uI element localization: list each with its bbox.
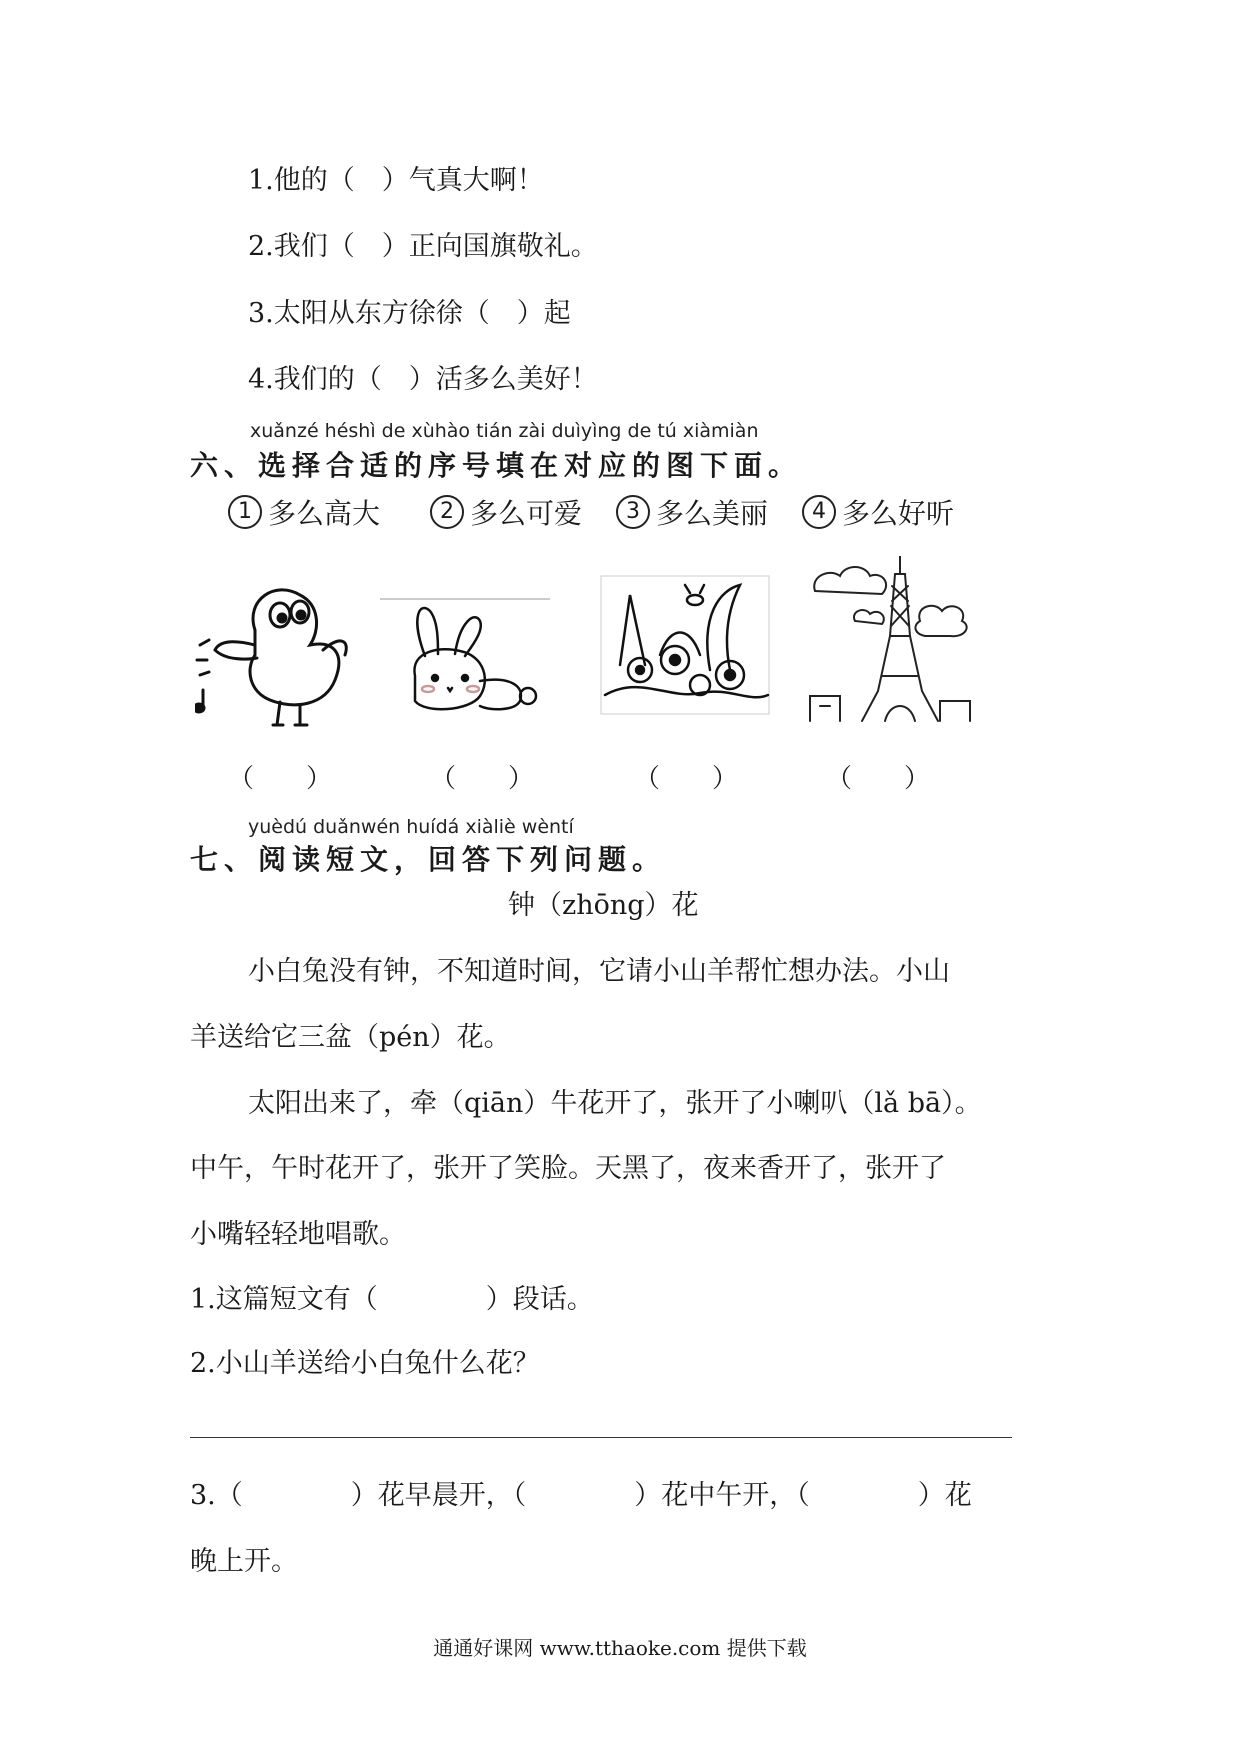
story-paragraph1-line2: 羊送给它三盆（pén）花。 [190, 1022, 511, 1053]
option-3 [616, 492, 768, 532]
option-number: 4 [802, 495, 836, 529]
fill-item-3: 3.太阳从东方徐徐（ ）起 [248, 298, 571, 329]
story-paragraph2-line3: 小嘴轻轻地唱歌。 [190, 1219, 406, 1250]
flowers-bee-icon [600, 575, 770, 715]
option-text: 多么好听 [842, 497, 955, 530]
footer: 通通好课网 www.tthaoke.com 提供下载 [433, 1636, 807, 1660]
story-paragraph2-line2: 中午，午时花开了，张开了笑脸。天黑了，夜来香开了，张开了 [190, 1153, 946, 1184]
duck-singing-icon [195, 560, 355, 730]
picture-blank-2[interactable]: （ ） [430, 764, 535, 794]
option-text: 多么可爱 [470, 497, 583, 530]
story-paragraph2-line1: 太阳出来了，牵（qiān）牛花开了，张开了小喇叭（lǎ bā）。 [248, 1088, 982, 1119]
story-title: 钟（zhōng）花 [508, 890, 699, 921]
question-3-line1: 3.（ ）花早晨开，（ ）花中午开，（ ）花 [190, 1480, 972, 1511]
picture-blank-4[interactable]: （ ） [826, 764, 931, 794]
section7-title: 七、阅读短文，回答下列问题。 [190, 843, 667, 876]
picture-blank-3[interactable]: （ ） [634, 764, 739, 794]
fill-item-2: 2.我们（ ）正向国旗敬礼。 [248, 231, 598, 262]
option-number: 2 [430, 495, 464, 529]
option-text: 多么高大 [268, 497, 381, 530]
option-number: 1 [228, 495, 262, 529]
answer-line[interactable] [190, 1437, 1012, 1438]
option-1 [228, 492, 380, 532]
option-text: 多么美丽 [656, 497, 769, 530]
option-4 [802, 492, 954, 532]
fill-item-4: 4.我们的（ ）活多么美好！ [248, 364, 598, 395]
option-2 [430, 492, 582, 532]
fill-item-1: 1.他的（ ）气真大啊！ [248, 165, 544, 196]
eiffel-tower-icon [800, 556, 980, 726]
section7-pinyin: yuèdú duǎnwén huídá xiàliè wèntí [248, 816, 574, 838]
question-1: 1.这篇短文有（ ）段话。 [190, 1284, 594, 1315]
rabbit-icon [380, 596, 550, 726]
story-paragraph1-line1: 小白兔没有钟，不知道时间，它请小山羊帮忙想办法。小山 [248, 956, 950, 987]
question-3-line2: 晚上开。 [190, 1546, 298, 1577]
question-2: 2.小山羊送给小白兔什么花？ [190, 1348, 540, 1379]
section6-pinyin: xuǎnzé héshì de xùhào tián zài duìyìng de tú xiàmiàn [250, 420, 759, 442]
section6-title: 六、选择合适的序号填在对应的图下面。 [190, 449, 803, 482]
option-number: 3 [616, 495, 650, 529]
picture-blank-1[interactable]: （ ） [228, 764, 333, 794]
